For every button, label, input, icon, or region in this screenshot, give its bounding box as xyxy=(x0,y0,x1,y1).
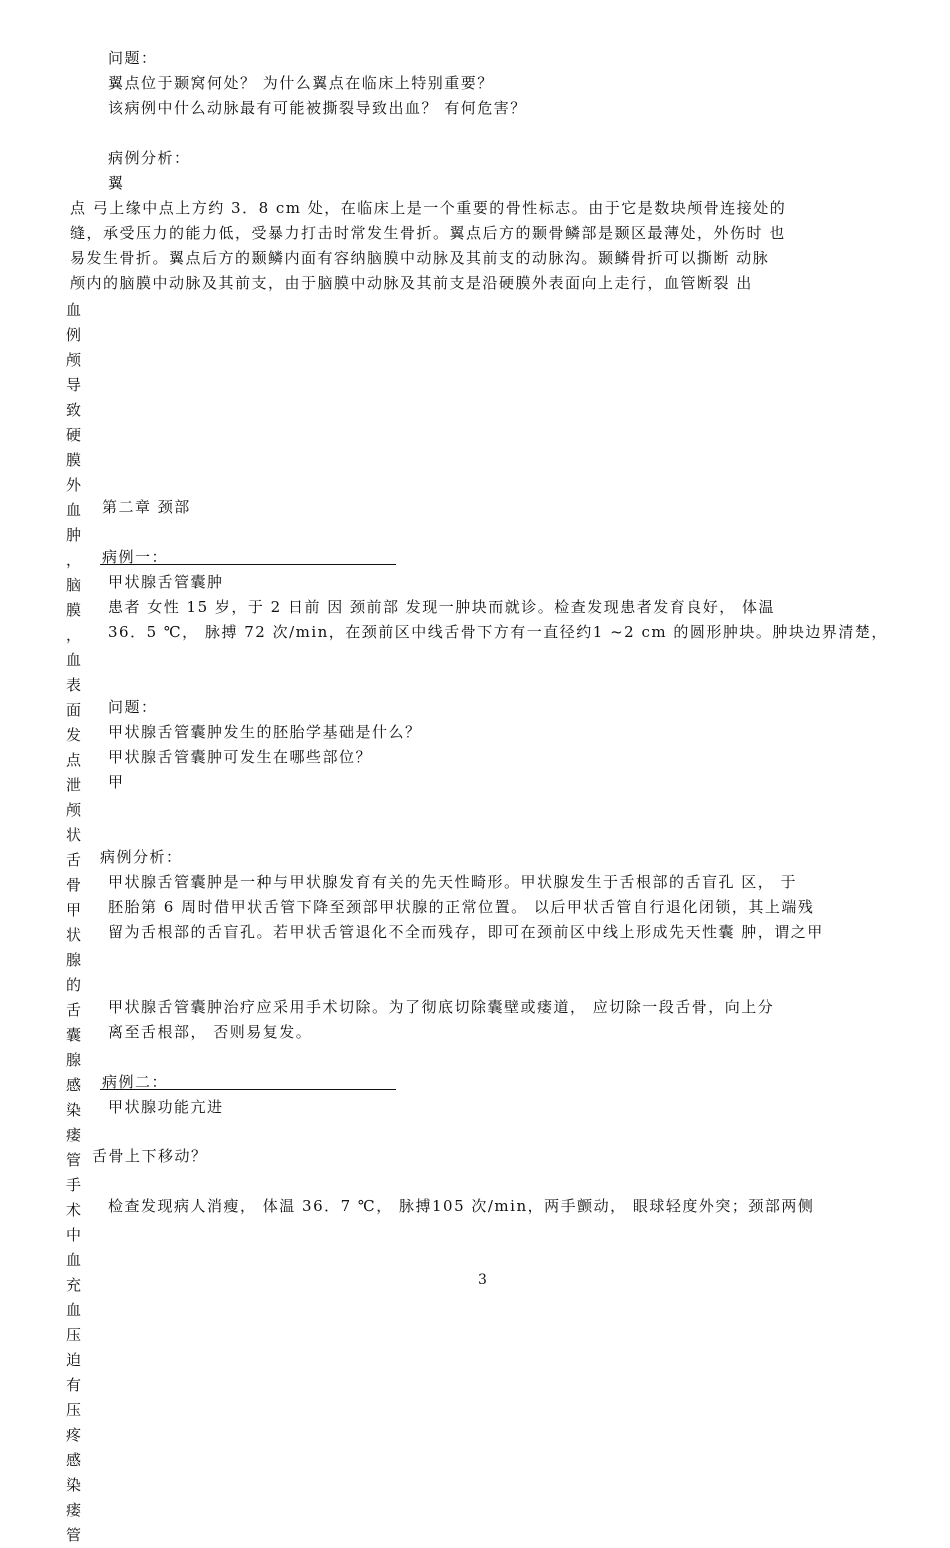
overflow-text-column: 血 例 颅 导 致 硬 膜 外 血 肿 ， 脑 膜 ， 血 表 面 发 点 泄 颅 状 舌 骨 甲 状 腺 的 舌 囊 腺 感 染 瘘 管 手 术 中 血 充 血 压 迫 有 压 疼 感 染 瘘 管 xyxy=(66,301,82,1544)
case-line: 检查发现病人消瘦， 体温 36．7 ℃， 脉搏105 次/min，两手颤动， 眼球轻度外突；颈部两侧 xyxy=(108,1197,815,1215)
analysis-line: 甲状腺舌管囊肿是一种与甲状腺发育有关的先天性畸形。甲状腺发生于舌根部的舌盲孔 区， 于 xyxy=(108,873,798,891)
question-heading-1: 问题： xyxy=(108,49,158,67)
underline xyxy=(100,564,396,565)
analysis-heading-1: 病例分析： xyxy=(108,149,191,167)
analysis-line: 甲状腺舌管囊肿治疗应采用手术切除。为了彻底切除囊壁或瘘道， 应切除一段舌骨，向上分 xyxy=(108,998,775,1016)
analysis-line: 易发生骨折。翼点后方的颞鳞内面有容纳脑膜中动脉及其前支的动脉沟。颞鳞骨折可以撕断 动脉 xyxy=(70,249,770,267)
case-title-2: 甲状腺功能亢进 xyxy=(108,1098,224,1116)
analysis-line: 点 弓上缘中点上方约 3．8 cm 处，在临床上是一个重要的骨性标志。由于它是数块颅骨连接处的 xyxy=(70,199,787,217)
analysis-heading-2: 病例分析： xyxy=(100,848,183,866)
case-heading-2: 病例二： xyxy=(102,1073,169,1091)
analysis-line: 翼 xyxy=(108,174,125,192)
analysis-line: 胚胎第 6 周时借甲状舌管下降至颈部甲状腺的正常位置。 以后甲状舌管自行退化闭锁，其上端残 xyxy=(108,898,815,916)
underline xyxy=(100,1089,396,1090)
question-item: 翼点位于颞窝何处？ 为什么翼点在临床上特别重要？ xyxy=(108,74,494,92)
case-heading-1: 病例一： xyxy=(102,548,169,566)
question-item: 该病例中什么动脉最有可能被撕裂导致出血？ 有何危害？ xyxy=(108,99,527,117)
question-heading-2: 问题： xyxy=(108,698,158,716)
analysis-line: 留为舌根部的舌盲孔。若甲状舌管退化不全而残存，即可在颈前区中线上形成先天性囊 肿，谓之甲 xyxy=(108,923,824,941)
chapter-title: 第二章 颈部 xyxy=(102,498,191,516)
case-line: 患者 女性 15 岁，于 2 日前 因 颈前部 发现一肿块而就诊。检查发现患者发育良好， 体温 xyxy=(108,598,776,616)
case-title-1: 甲状腺舌管囊肿 xyxy=(108,573,224,591)
question-item: 甲状腺舌管囊肿可发生在哪些部位？ xyxy=(108,748,373,766)
analysis-line: 离至舌根部， 否则易复发。 xyxy=(108,1023,313,1041)
analysis-line: 颅内的脑膜中动脉及其前支，由于脑膜中动脉及其前支是沿硬膜外表面向上走行，血管断裂 出 xyxy=(70,274,753,292)
analysis-line: 缝，承受压力的能力低，受暴力打击时常发生骨折。翼点后方的颞骨鳞部是颞区最薄处，外伤时 也 xyxy=(70,224,786,242)
case-question: 舌骨上下移动？ xyxy=(92,1147,208,1165)
question-item: 甲状腺舌管囊肿发生的胚胎学基础是什么？ xyxy=(108,723,422,741)
question-item: 甲 xyxy=(108,773,125,791)
case-line: 36．5 ℃， 脉搏 72 次/min，在颈前区中线舌骨下方有一直径约1 ~2 cm 的圆形肿块。肿块边界清楚， xyxy=(108,623,888,641)
page-number: 3 xyxy=(478,1272,487,1288)
